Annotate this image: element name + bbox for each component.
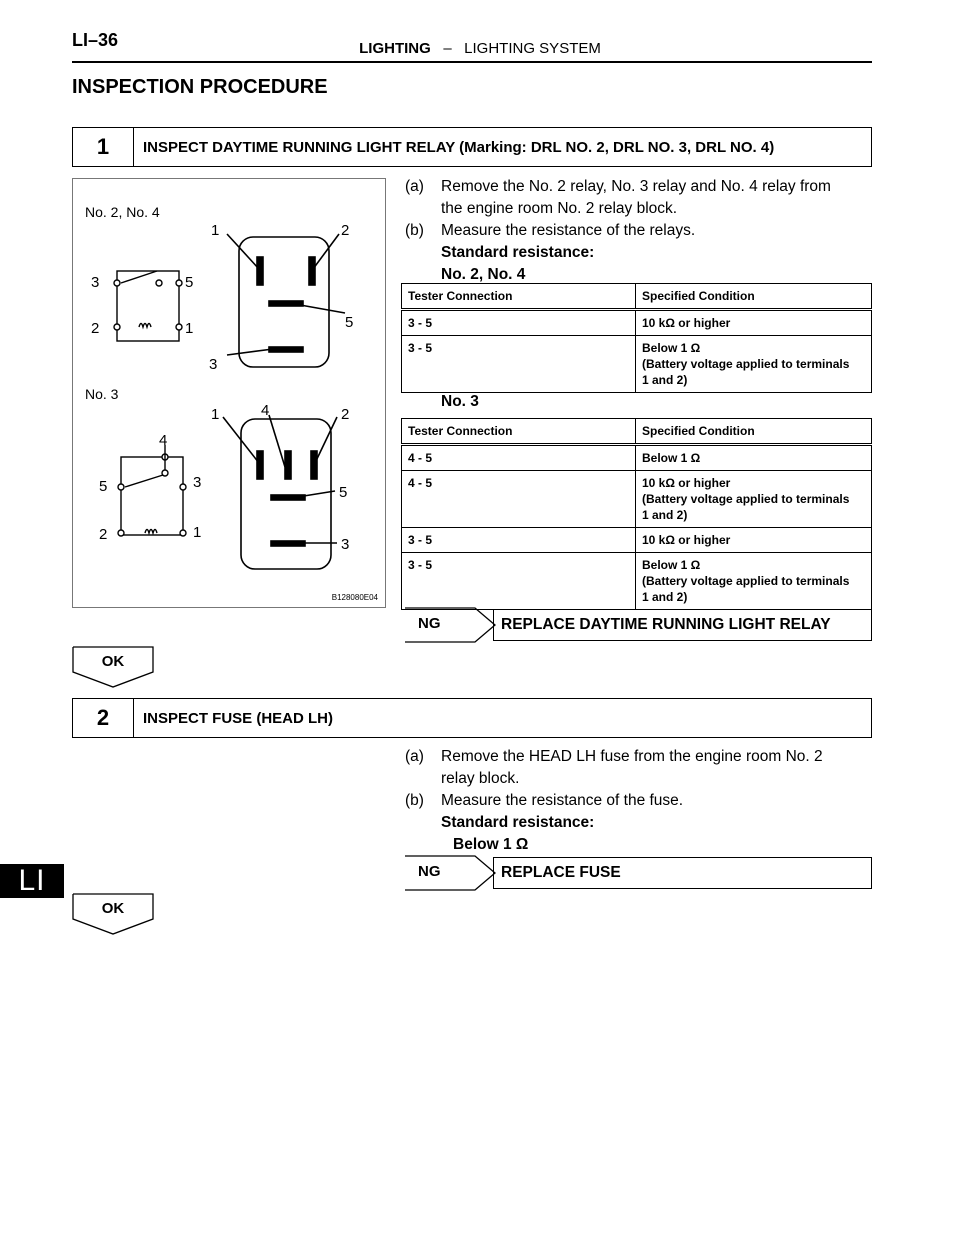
- col-header-condition: Specified Condition: [636, 284, 872, 310]
- top-schematic: [114, 271, 182, 341]
- step-2-header: [72, 698, 872, 738]
- step-2-a-line-2: relay block.: [441, 770, 520, 787]
- step-1-b-label: (b): [405, 222, 424, 239]
- table-row: [402, 336, 872, 393]
- table-row: [402, 310, 872, 336]
- step-1-a-line-1: Remove the No. 2 relay, No. 3 relay and No. 4 relay from: [441, 178, 831, 195]
- bot-relay-t1: 4: [261, 402, 270, 419]
- top-relay-t1: 2: [341, 222, 350, 239]
- table-row: [402, 553, 872, 610]
- cell-connection: 3 - 5: [402, 310, 636, 336]
- col-header-connection: Tester Connection: [402, 284, 636, 310]
- cell-connection: 3 - 5: [402, 528, 636, 553]
- cell-condition: 10 kΩ or higher (Battery voltage applied to terminals 1 and 2): [636, 471, 872, 528]
- cell-connection: 3 - 5: [402, 553, 636, 610]
- step-2-b-line-1: Measure the resistance of the fuse.: [441, 792, 684, 809]
- table-row: [402, 471, 872, 528]
- top-relay-t0: 1: [211, 222, 220, 239]
- relay-diagram: [73, 179, 387, 609]
- bot-relay-t3: 5: [339, 484, 348, 501]
- cell-condition: 10 kΩ or higher: [636, 528, 872, 553]
- cell-connection: 3 - 5: [402, 336, 636, 393]
- step-2-a-label: (a): [405, 748, 424, 765]
- table-header-row: [402, 419, 872, 445]
- step-1-ok-label: OK: [101, 653, 125, 670]
- top-relay-t3: 3: [209, 356, 218, 373]
- cell-condition: Below 1 Ω (Battery voltage applied to terminals 1 and 2): [636, 336, 872, 393]
- table-header-row: [402, 284, 872, 310]
- spec-table-no2-no4: [401, 283, 872, 393]
- step-2-ok-label: OK: [101, 900, 125, 917]
- top-schem-t0: 3: [91, 274, 100, 291]
- bottom-schematic: [118, 445, 186, 536]
- step-1-ng-label: NG: [418, 615, 441, 632]
- step-1-a-line-2: the engine room No. 2 relay block.: [441, 200, 678, 217]
- header-separator: –: [443, 40, 452, 57]
- step-1-a-label: (a): [405, 178, 424, 195]
- figure-code: B128080E04: [331, 593, 378, 602]
- bot-schem-t1: 5: [99, 478, 108, 495]
- step-2-standard-label: Standard resistance:: [441, 814, 595, 831]
- step-1-ng-action: REPLACE DAYTIME RUNNING LIGHT RELAY: [493, 609, 872, 641]
- table-row: [402, 445, 872, 471]
- top-schem-t2: 2: [91, 320, 100, 337]
- table-b-heading: No. 3: [441, 393, 479, 410]
- procedure-title: INSPECTION PROCEDURE: [72, 76, 328, 98]
- step-2-b-label: (b): [405, 792, 424, 809]
- top-schem-t3: 1: [185, 320, 194, 337]
- bot-schem-t4: 1: [193, 524, 202, 541]
- step-2-ng-action: REPLACE FUSE: [493, 857, 872, 889]
- header-rule: [72, 61, 872, 63]
- cell-condition: Below 1 Ω (Battery voltage applied to terminals 1 and 2): [636, 553, 872, 610]
- top-relay-t2: 5: [345, 314, 354, 331]
- cell-connection: 4 - 5: [402, 471, 636, 528]
- step-1-standard-label: Standard resistance:: [441, 244, 595, 261]
- page-number: LI–36: [72, 30, 119, 50]
- bot-schem-t3: 2: [99, 526, 108, 543]
- top-relay-body: [227, 234, 345, 367]
- table-a-heading: No. 2, No. 4: [441, 266, 526, 283]
- section-header: [0, 40, 960, 57]
- col-header-condition: Specified Condition: [636, 419, 872, 445]
- relay-figure: [72, 178, 386, 608]
- section-name: LIGHTING: [359, 40, 431, 57]
- step-1-number: 1: [73, 128, 134, 166]
- bot-relay-t2: 2: [341, 406, 350, 423]
- step-2-title: INSPECT FUSE (HEAD LH): [143, 709, 334, 727]
- step-2-standard-value: Below 1 Ω: [453, 836, 529, 853]
- spec-table-no3: [401, 418, 872, 610]
- bot-schem-t0: 4: [159, 432, 168, 449]
- step-2-a-line-1: Remove the HEAD LH fuse from the engine room No. 2: [441, 748, 823, 765]
- step-2-ng-label: NG: [418, 863, 441, 880]
- bot-schem-t2: 3: [193, 474, 202, 491]
- figure-label-bottom: No. 3: [85, 386, 119, 402]
- step-1-title: INSPECT DAYTIME RUNNING LIGHT RELAY (Marking: DRL NO. 2, DRL NO. 3, DRL NO. 4): [143, 138, 775, 156]
- bottom-relay-body: [223, 415, 337, 569]
- subsection-name: LIGHTING SYSTEM: [464, 40, 601, 57]
- step-2-number: 2: [73, 699, 134, 737]
- cell-connection: 4 - 5: [402, 445, 636, 471]
- step-2-instructions: [405, 746, 875, 856]
- step-1-header: [72, 127, 872, 167]
- top-schem-t1: 5: [185, 274, 194, 291]
- bot-relay-t4: 3: [341, 536, 350, 553]
- step-1-b-line-1: Measure the resistance of the relays.: [441, 222, 696, 239]
- figure-label-top: No. 2, No. 4: [85, 204, 160, 220]
- table-row: [402, 528, 872, 553]
- side-tab-label: LI: [18, 864, 46, 897]
- step-1-instructions: [405, 176, 875, 286]
- cell-condition: 10 kΩ or higher: [636, 310, 872, 336]
- bot-relay-t0: 1: [211, 406, 220, 423]
- cell-condition: Below 1 Ω: [636, 445, 872, 471]
- col-header-connection: Tester Connection: [402, 419, 636, 445]
